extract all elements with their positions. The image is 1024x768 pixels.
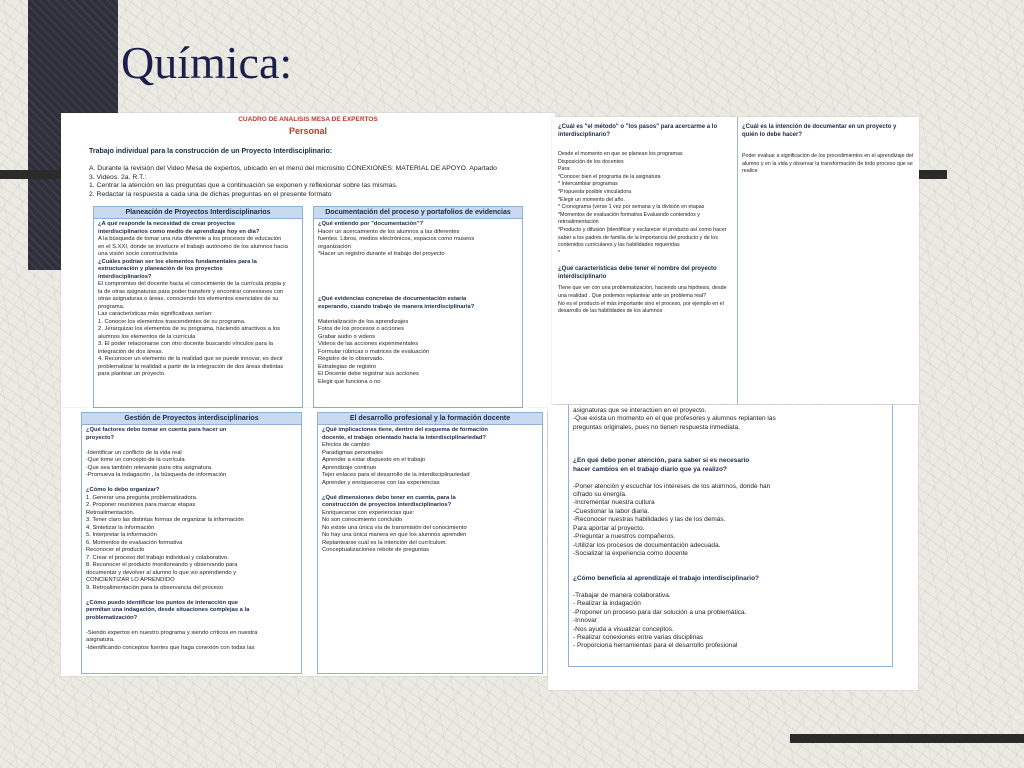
answer-line: desarrollo de las habilidades de los alumnos [558, 308, 663, 315]
box-body [94, 219, 302, 381]
answer-line: la de otras asignaturas para poder transferir y encontrar conexiones con [98, 288, 284, 295]
answer-line: 3. Tener claro las distintas formas de organizar la información [86, 517, 244, 523]
answer-line: -Que sea también relevante para otra asignatura. [86, 464, 213, 471]
doc2-question: ¿Cuál es la intención de documentar en un proyecto y quién lo debe hacer? [742, 124, 897, 138]
question-text: ¿En qué debo poner atención, para saber si es necesario [573, 457, 750, 465]
question-text: ¿A qué responde la necesidad de crear proyectos [98, 221, 236, 227]
box-title: El desarrollo profesional y la formación docente [318, 413, 542, 425]
answer-line: problematizar la realidad a partir de la integración de dos áreas distintas [98, 363, 284, 370]
document-page-1 [61, 113, 555, 413]
answer-line: contenidos curriculares y las habilidades requeridas [558, 242, 680, 249]
answer-line: * Intercambiar programas [558, 181, 618, 188]
answer-line [318, 289, 518, 297]
question-text: permitan una indagación, desde situaciones complejas a la [86, 607, 250, 613]
answer-line: Disposición de los docentes [558, 158, 624, 165]
doc1-subheader: Personal [288, 126, 328, 136]
doc2-col-left [558, 123, 734, 316]
answer-line: saber a los padres de familia de la importancia del producto y de los [558, 234, 718, 241]
answer-line: Registro de lo observado. [318, 356, 385, 362]
answer-line: realice [742, 168, 758, 175]
answer-line: 2. Jerarquizar los elementos de su programa, haciendo atractivos a los [98, 326, 281, 332]
question-text: esperando, cuando trabajo de manera interdisciplinaria? [318, 303, 475, 310]
answer-line: organización [318, 243, 351, 250]
answer-line: -Siendo expertos en nuestro programa y siendo críticos en nuestra [86, 629, 258, 636]
question-text: docente, el trabajo orientado hacia la interdisciplinariedad? [322, 434, 486, 441]
answer-line: -Promueva la indagación , la búsqueda de información [86, 472, 227, 478]
answer-line: - Proporciona herramientas para el desarrollo profesional [573, 642, 738, 650]
answer-line [318, 274, 518, 282]
answer-line [573, 474, 888, 482]
answer-line: - Realizar la indagación [573, 600, 641, 608]
document-page-4 [548, 405, 918, 690]
answer-line [318, 259, 518, 267]
answer-line: Hacer un acercamiento de los alumnos a las diferentes [318, 228, 460, 235]
answer-line: - Realizar conexiones entre varias disciplinas [573, 633, 704, 641]
answer-line: -Cuestionar la labor diaria. [573, 507, 650, 515]
answer-line: asignaturas que se interactúen en el proyecto. [573, 407, 707, 414]
box-body [314, 219, 522, 388]
answer-line: una visión socio constructivista [98, 251, 178, 257]
answer-line: Aprender y enriquecerse con las experiencias [322, 479, 440, 486]
answer-line: El Docente debe registrar sus acciones [318, 371, 419, 377]
answer-line: -Preguntar a nuestros compañeros. [573, 533, 676, 541]
answer-line: *Conocer bien el programa de la asignatura [558, 173, 661, 180]
answer-line: Grabar audio o videos [318, 333, 376, 340]
answer-line: Videos de las acciones experimentales [318, 341, 419, 347]
answer-line: -Que exista un momento en el que profesores y alumnos replanten las [573, 415, 776, 423]
answer-line [86, 480, 297, 488]
answer-line: Conceptualizaciones rebote de preguntas [322, 547, 429, 553]
answer-line: 6. Momentos de evaluación formativa [86, 539, 183, 546]
answer-line: fuentes. Libros, medios electrónicos, espacios como museos [318, 236, 475, 242]
answer-line: *Propuesta posible vinculadora [558, 188, 632, 195]
answer-line: El compromiso del docente hacia el conocimiento de la currícula propia y [98, 281, 286, 287]
box-gestion [81, 412, 302, 674]
answer-line [573, 584, 888, 592]
question-text: ¿Qué factores debo tomar en cuenta para hacer un [86, 427, 227, 433]
answer-line [573, 432, 888, 440]
answer-line: preguntas originales, pues no tienen respuesta inmediata. [573, 423, 740, 431]
answer-line: * Cronograma (verse 1 vez por semana y la división en etapas [558, 204, 705, 211]
answer-line: *Hacer un registro durante el trabajo del proyecto [318, 251, 445, 257]
answer-line: CONCIENTIZAR LO APRENDIDO [86, 577, 175, 583]
answer-line: retroalimentación [558, 219, 599, 226]
answer-line: Desde el momento en que se planean los programas [558, 151, 683, 157]
box-title: Documentación del proceso y portafolios de evidencias [314, 207, 522, 219]
decorative-line-bottom-right [790, 734, 1024, 743]
answer-line: Para aportar al proyecto. [573, 524, 645, 532]
answer-line: -Socializar la experiencia como docente [573, 549, 688, 557]
question-text: ¿Cómo beneficia al aprendizaje el trabajo interdisciplinario? [573, 575, 760, 583]
answer-line [573, 449, 888, 457]
answer-line: *Momentos de evaluación formativa Evaluando contenidos y [558, 211, 700, 218]
box-title: Planeación de Proyectos Interdisciplinarios [94, 207, 302, 219]
doc2-col-divider [737, 117, 738, 404]
question-text: ¿Qué implicaciones tiene, dentro del esquema de formación [322, 427, 488, 433]
question-text: ¿Cómo puedo identificar los puntos de interacción que [86, 599, 239, 606]
answer-line: para plantear un proyecto. [98, 371, 166, 377]
answer-line: 9. Retroalimentación para la observancia del proceso [86, 584, 223, 591]
answer-line: -Trabajar de manera colaborativa. [573, 591, 671, 599]
answer-line [573, 558, 888, 566]
answer-line: A la búsqueda de tomar una ruta diferente a los procesos de educación [98, 236, 282, 242]
answer-line: *Elegir un momento del año. [558, 196, 625, 203]
answer-line: Retroalimentación. [86, 509, 135, 516]
answer-line [573, 441, 888, 449]
question-text: construcción de proyectos interdisciplinarios? [322, 502, 452, 508]
answer-line: -Incrementar nuestra cultura [573, 499, 655, 507]
answer-line [322, 487, 538, 495]
answer-line: No son conocimiento concluido [322, 517, 403, 523]
box-documentacion [313, 206, 523, 408]
answer-line: 7. Crear el proceso del trabajo individual y colaborativo. [86, 554, 229, 561]
answer-line: No es el producto el más importante sino el proceso, por ejemplo en el [558, 300, 724, 307]
answer-line: otras asignaturas o áreas, conociendo los elementos esenciales de su [98, 296, 279, 302]
doc2-answer-list [742, 153, 914, 176]
answer-line: 1. Generar una pregunta problematizadora. [86, 494, 198, 501]
answer-line: 2. Proponer reuniones para marcar etapas [86, 502, 196, 508]
question-text: ¿Qué dimensiones debo tener en cuenta, para la [322, 494, 456, 501]
answer-line: Aprender a estar dispuesto en el trabajo [322, 457, 426, 463]
answer-line: Replantearse cuál es la intención del currículum. [322, 539, 448, 546]
answer-line: una realidad . Que podemos replantear ante un problema real? [558, 292, 707, 299]
doc1-step: 2. Redactar la respuesta a cada una de dichas preguntas en el presente formato [89, 190, 332, 198]
answer-line: Paradigmas personales [322, 449, 383, 456]
question-text: ¿Cuáles podrían ser los elementos fundamentales para la [98, 258, 257, 265]
answer-line: Elegir que funciona o no [318, 378, 381, 385]
doc1-step: 1. Centrar la atención en las preguntas que a continuación se exponen y reflexionar sobre las mismas. [89, 182, 398, 189]
doc1-steps [89, 165, 549, 199]
answer-line: 1. Conocer los elementos trascendentes de su programa. [98, 318, 246, 325]
answer-line: No hay una única manera en que los alumnos aprenden [322, 532, 467, 538]
question-text: ¿Qué evidencias concretas de documentación estaría [318, 296, 467, 302]
answer-line [86, 592, 297, 600]
question-text: problematización? [86, 614, 138, 621]
answer-line: programa. [98, 303, 125, 310]
answer-line: Las características más significativas serían: [98, 311, 213, 317]
answer-line: -Proponer un proceso para dar solución a una problemática. [573, 608, 747, 616]
box-continuacion [568, 405, 893, 667]
doc2-question: ¿Cuál es "el método" o "los pasos" para acercarme a lo interdisciplinario? [558, 124, 718, 138]
question-text: estructuración y planeación de los proyectos [98, 266, 223, 272]
doc2-col-right [742, 123, 914, 176]
question-text: ¿Qué entiendo por "documentación"? [318, 221, 424, 227]
answer-line: No existe una única vía de transmisión del conocimiento [322, 524, 467, 531]
answer-line: Tiene que ver con una problematización, haciendo una hipótesis, desde [558, 285, 727, 292]
answer-line: Materialización de los aprendizajes [318, 318, 409, 325]
answer-line: * [558, 249, 561, 256]
box-body [82, 425, 301, 654]
answer-line: 5. Interpretar la información [86, 532, 157, 538]
answer-line: Efectos de cambio [322, 442, 370, 448]
box-body [569, 405, 892, 653]
answer-line [573, 567, 888, 575]
answer-line: -Poner atención y escuchar los intereses de los alumnos, donde han [573, 482, 771, 490]
answer-line [86, 442, 297, 450]
doc1-instruction-title: Trabajo individual para la construcción de un Proyecto Interdisciplinario: [89, 148, 333, 155]
box-body [318, 425, 542, 557]
answer-line: -Identificando conceptos fuertes que haga conexión con todas las [86, 644, 255, 651]
question-text: interdisciplinarios como medio de aprendizaje hoy en día? [98, 228, 260, 235]
answer-line [318, 266, 518, 274]
answer-line: alumnos los elementos de la currícula [98, 333, 196, 340]
answer-line: Enriquecerse con experiencias que: [322, 509, 415, 516]
answer-line: Reconocer el producto [86, 547, 145, 553]
doc2-answer-list [558, 285, 734, 315]
answer-line: Fotos de los procesos o acciones [318, 326, 405, 332]
question-text: hacer cambios en el trabajo diario que ya realizo? [573, 465, 727, 473]
answer-line: 4. Sintetizar la información [86, 524, 155, 531]
answer-line: Aprendizaje continuo [322, 464, 377, 471]
answer-line: documentar y devolver al alumno lo que vio aprendiendo y [86, 569, 237, 576]
document-page-3 [61, 408, 547, 676]
answer-line: integración de dos áreas. [98, 348, 164, 355]
answer-line: Tejer enlaces para el desarrollo de la interdisciplinariedad [322, 472, 470, 478]
answer-line [318, 281, 518, 289]
question-text: interdisciplinarios? [98, 273, 152, 280]
answer-line: -Innovar [573, 617, 597, 625]
doc1-step: A. Durante la revisión del Video Mesa de expertos, ubicado en el menú del micrositio CONEXIONES: MATERIAL DE APOYO. Apartado [89, 165, 497, 172]
answer-line: -Utilizar los procesos de documentación adecuada. [573, 541, 721, 549]
box-desarrollo [317, 412, 543, 674]
box-planeacion [93, 206, 303, 408]
box-title: Gestión de Proyectos interdisciplinarios [82, 413, 301, 425]
answer-line: asignatura. [86, 637, 115, 643]
answer-line: 8. Reconocer el producto monitoreando y observando para [86, 562, 238, 568]
answer-line [318, 311, 518, 319]
answer-line: -Que tome un concepto de la currícula [86, 457, 185, 463]
slide-title: Química: [121, 37, 293, 88]
answer-line: *Producto y difusión (identificar y esclarecer el producto así como hacer [558, 226, 727, 233]
answer-line: Poder evaluar a significación de los procedimientos en el aprendizaje del [742, 153, 914, 159]
answer-line: -Identificar un conflicto de la vida real [86, 449, 182, 456]
answer-line: en el S.XXI, donde se involucre el trabajo autónomo de los alumnos hacia [98, 243, 288, 250]
answer-line: Estrategias de registro [318, 363, 376, 370]
doc1-header: CUADRO DE ANALISIS MESA DE EXPERTOS [238, 116, 378, 123]
doc2-question: ¿Qué características debe tener el nombre del proyecto interdisciplinario [558, 266, 717, 281]
answer-line: cifrado su energía. [573, 491, 627, 499]
answer-line: Formular rúbricas o matrices de evaluación [318, 348, 430, 355]
answer-line: Para: [558, 166, 571, 173]
answer-line: -Reconocer nuestras habilidades y las de los demás. [573, 516, 726, 524]
answer-line: 4. Reconocer un elemento de la realidad que se puede innovar, es decir [98, 356, 283, 362]
document-page-2 [552, 117, 919, 404]
question-text: proyecto? [86, 434, 115, 441]
doc1-step: 3. Videos. 2a. R.T.: [89, 173, 147, 181]
question-text: ¿Cómo lo debo organizar? [86, 487, 160, 493]
answer-line: -Nos ayuda a visualizar conceptos. [573, 625, 674, 633]
doc2-answer-list [558, 151, 734, 257]
answer-line: alumno y en la vida y observar la transformación de todo proceso que se [742, 160, 913, 167]
answer-line: 3. El poder relacionarse con otro docente buscando vínculos para la [98, 341, 273, 347]
answer-line [86, 622, 297, 630]
